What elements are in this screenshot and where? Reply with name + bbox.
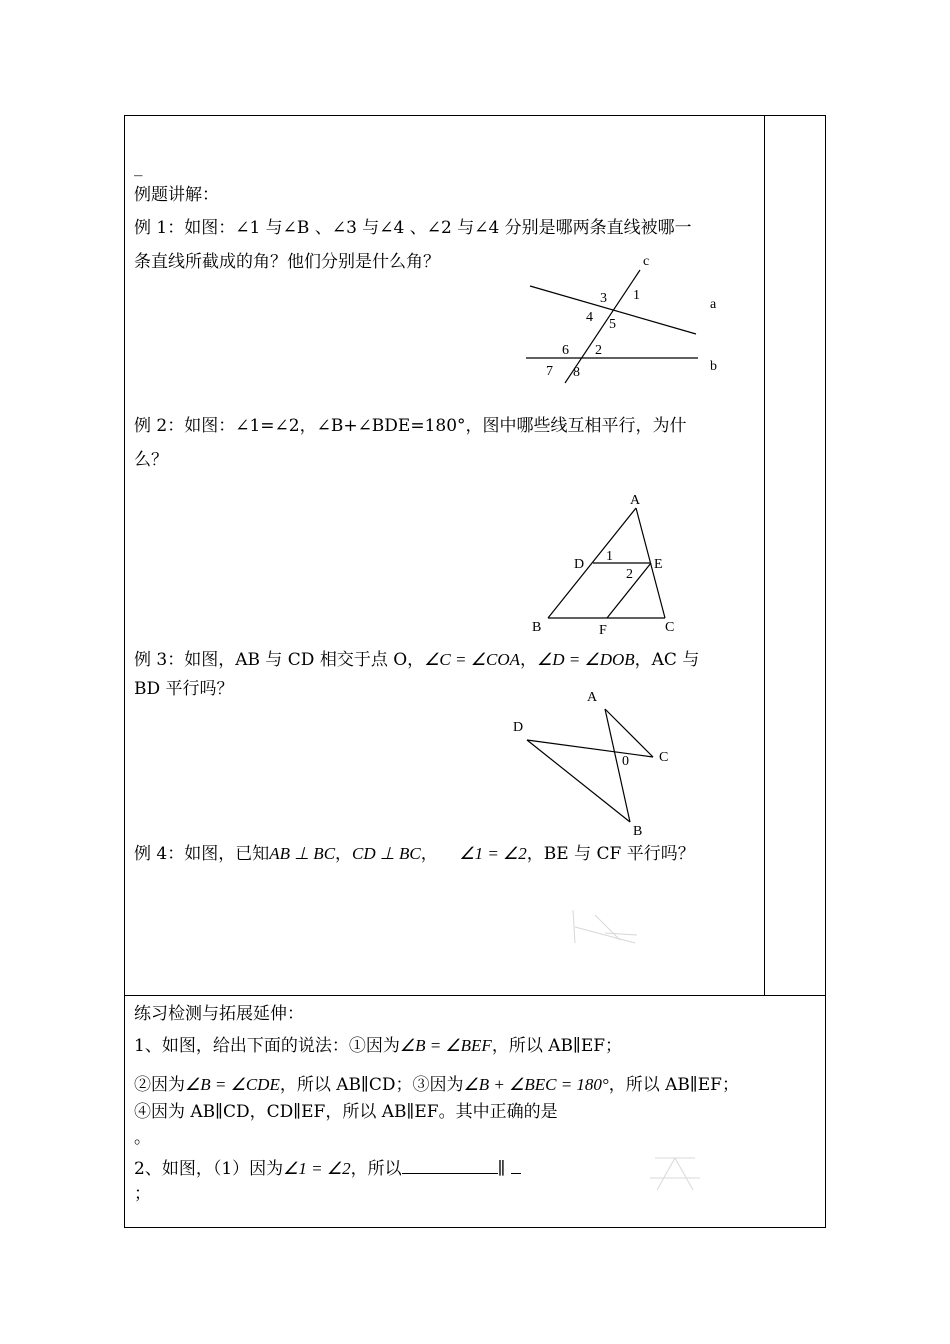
example2-line2: 么？	[134, 450, 168, 470]
question1-line1	[134, 1035, 622, 1057]
question1-line3: ④因为 AB∥CD，CD∥EF，所以 AB∥EF。其中正确的是	[134, 1102, 558, 1122]
table-column-divider	[764, 115, 765, 996]
example4-line1	[134, 843, 695, 865]
label-O: 0	[622, 754, 629, 769]
example3-line1	[134, 649, 699, 671]
q2-blank-1[interactable]	[402, 1157, 498, 1174]
table-border-bottom	[124, 1227, 826, 1228]
label-D: D	[574, 557, 585, 572]
label-a: a	[710, 297, 717, 312]
example4-sep2: ，	[420, 844, 438, 864]
example4-sep1: ，	[335, 844, 353, 864]
label-A: A	[587, 690, 598, 705]
q2-mid: ，所以	[350, 1159, 402, 1179]
label-angle-7: 7	[546, 364, 553, 379]
q1-l2-m1: ∠B = ∠CDE	[185, 1075, 280, 1094]
example4-math3: ∠1 = ∠2	[459, 844, 527, 863]
label-c: c	[643, 254, 650, 269]
q2-math: ∠1 = ∠2	[283, 1159, 351, 1178]
figure-example1	[510, 250, 740, 390]
label-angle-6: 6	[562, 343, 569, 358]
faint-line-2	[575, 927, 635, 943]
section-heading-examples: 例题讲解：	[134, 185, 219, 205]
label-angle-8: 8	[573, 365, 580, 380]
question1-line2	[134, 1074, 739, 1096]
table-border-right	[825, 115, 826, 1228]
table-border-left	[124, 115, 125, 1228]
figure-example3	[505, 685, 685, 840]
section-heading-practice: 练习检测与拓展延伸：	[134, 1004, 304, 1024]
q2-prefix: 2、如图，（1）因为	[134, 1159, 284, 1179]
label-angle-2: 2	[626, 567, 633, 582]
faint-line-3	[595, 915, 620, 940]
q1-l2-p3: ，所以 AB∥EF；	[608, 1075, 739, 1095]
example3-line2: BD 平行吗？	[134, 679, 234, 699]
label-B: B	[532, 620, 542, 635]
q1-l2-p2: ，所以 AB∥CD；③因为	[279, 1075, 464, 1095]
label-D: D	[513, 720, 524, 735]
example1-line2: 条直线所截成的角？他们分别是什么角？	[134, 252, 440, 272]
label-A: A	[630, 493, 641, 508]
example3-suffix: ，AC 与	[634, 650, 700, 670]
q1-l2-m2: ∠B + ∠BEC = 180°	[463, 1075, 609, 1094]
faint-q2-line-2	[657, 1158, 675, 1190]
q2-parallel: ∥	[497, 1159, 506, 1179]
label-angle-5: 5	[609, 317, 616, 332]
q1-l1-math: ∠B = ∠BEF	[399, 1036, 492, 1055]
label-E: E	[654, 557, 663, 572]
label-B: B	[633, 824, 643, 839]
label-C: C	[659, 750, 669, 765]
label-b: b	[710, 359, 717, 374]
label-angle-1: 1	[606, 549, 613, 564]
label-angle-3: 3	[600, 291, 607, 306]
example4-math1: AB ⊥ BC	[269, 844, 336, 863]
example3-math2: ∠D = ∠DOB	[536, 650, 635, 669]
label-F: F	[599, 623, 607, 638]
figure-question2-faint	[645, 1150, 705, 1200]
q1-l2-p1: ②因为	[134, 1075, 185, 1095]
faint-q2-line-3	[675, 1158, 693, 1190]
q1-l1-suffix: ，所以 AB∥EF；	[491, 1036, 623, 1056]
label-angle-4: 4	[586, 310, 593, 325]
label-C: C	[665, 620, 675, 635]
question1-line4: 。	[134, 1128, 151, 1148]
example3-math1: ∠C = ∠COA	[424, 650, 520, 669]
example3-prefix: 例 3：如图，AB 与 CD 相交于点 O，	[134, 650, 425, 670]
example3-sep: ，	[519, 650, 537, 670]
example1-line1: 例 1：如图：∠1 与∠B 、∠3 与∠4 、∠2 与∠4 分别是哪两条直线被哪一	[134, 218, 692, 238]
example4-math2: CD ⊥ BC	[352, 844, 421, 863]
figure-example2	[525, 488, 695, 638]
label-angle-1: 1	[633, 288, 640, 303]
segment-AC	[605, 709, 653, 757]
q2-blank-2[interactable]	[511, 1157, 521, 1174]
faint-line-1	[573, 910, 575, 943]
figure-example4-faint	[565, 905, 645, 950]
example4-suffix: ，BE 与 CF 平行吗？	[526, 844, 695, 864]
faint-line-4	[605, 933, 637, 935]
question2-line2: ；	[134, 1184, 151, 1204]
table-row-divider	[124, 995, 826, 996]
label-angle-2: 2	[595, 343, 602, 358]
question2-line1	[134, 1157, 521, 1180]
example4-prefix: 例 4：如图，已知	[134, 844, 270, 864]
example2-line1: 例 2：如图：∠1=∠2，∠B+∠BDE=180°，图中哪些线互相平行，为什	[134, 416, 687, 436]
table-border-top	[124, 115, 826, 116]
cursor-mark: _	[134, 157, 143, 177]
q1-l1-prefix: 1、如图，给出下面的说法：①因为	[134, 1036, 400, 1056]
